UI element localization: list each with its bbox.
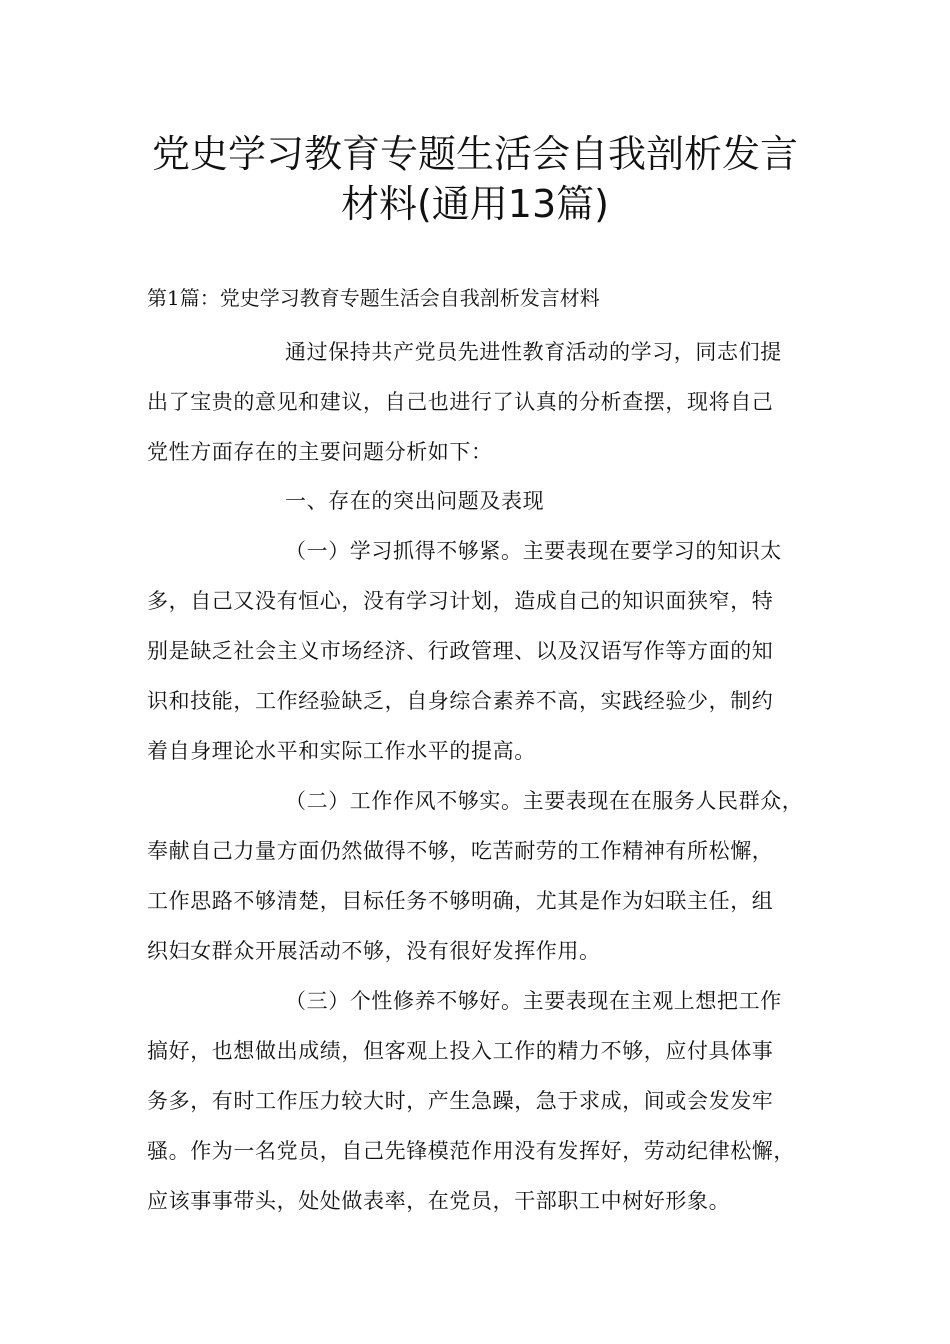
paragraph-line: （二）工作作风不够实。主要表现在在服务人民群众， bbox=[285, 789, 804, 813]
paragraph-line: 搞好，也想做出成绩，但客观上投入工作的精力不够，应付具体事 bbox=[147, 1039, 774, 1063]
paragraph-line: 骚。作为一名党员，自己先锋模范作用没有发挥好，劳动纪律松懈， bbox=[147, 1139, 795, 1163]
section-title: 一、存在的突出问题及表现 bbox=[285, 489, 545, 513]
paragraph-line: 工作思路不够清楚，目标任务不够明确，尤其是作为妇联主任，组 bbox=[147, 889, 774, 913]
paragraph-line: 别是缺乏社会主义市场经济、行政管理、以及汉语写作等方面的知 bbox=[147, 639, 774, 663]
paragraph-line: 织妇女群众开展活动不够，没有很好发挥作用。 bbox=[147, 939, 601, 963]
paragraph-line: 着自身理论水平和实际工作水平的提高。 bbox=[147, 739, 536, 763]
document-title-line-2: 材料(通用13篇) bbox=[340, 182, 609, 226]
paragraph-line: 务多，有时工作压力较大时，产生急躁，急于求成，间或会发发牢 bbox=[147, 1089, 774, 1113]
paragraph-line: （一）学习抓得不够紧。主要表现在要学习的知识太 bbox=[285, 539, 782, 563]
paragraph-line: 通过保持共产党员先进性教育活动的学习，同志们提 bbox=[285, 340, 782, 364]
paragraph-line: 党性方面存在的主要问题分析如下： bbox=[147, 440, 493, 464]
section-heading: 第1篇：党史学习教育专题生活会自我剖析发言材料 bbox=[147, 286, 600, 310]
paragraph-line: 识和技能，工作经验缺乏，自身综合素养不高，实践经验少，制约 bbox=[147, 689, 774, 713]
paragraph-line: 出了宝贵的意见和建议，自己也进行了认真的分析查摆，现将自己 bbox=[147, 390, 774, 414]
document-title-line-1: 党史学习教育专题生活会自我剖析发言 bbox=[151, 132, 798, 176]
paragraph-line: 奉献自己力量方面仍然做得不够，吃苦耐劳的工作精神有所松懈， bbox=[147, 839, 774, 863]
paragraph-line: 多，自己又没有恒心，没有学习计划，造成自己的知识面狭窄，特 bbox=[147, 589, 774, 613]
paragraph-line: 应该事事带头，处处做表率，在党员，干部职工中树好形象。 bbox=[147, 1189, 731, 1213]
paragraph-line: （三）个性修养不够好。主要表现在主观上想把工作 bbox=[285, 989, 782, 1013]
